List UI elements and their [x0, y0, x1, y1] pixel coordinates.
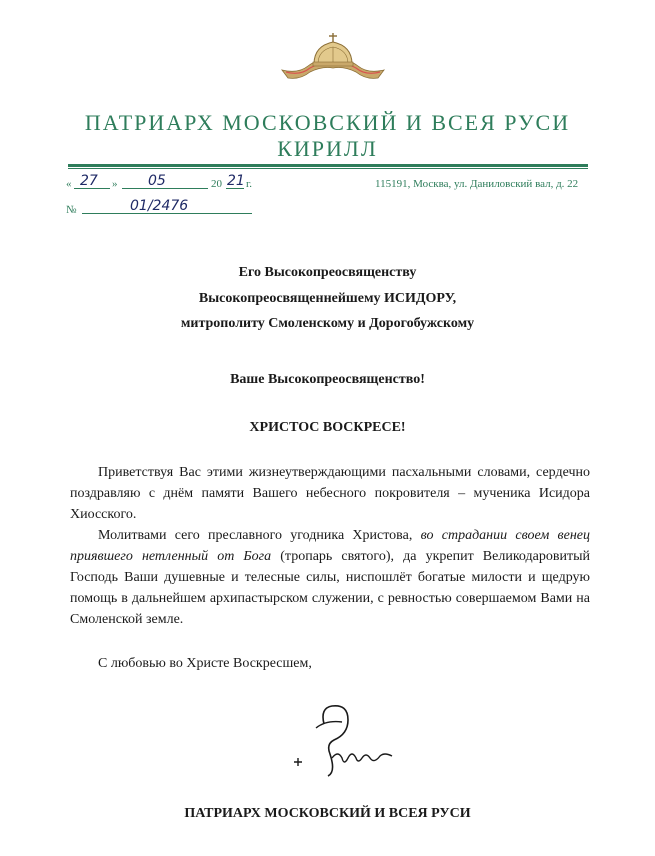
- outgoing-number: 01/2476: [130, 198, 189, 214]
- date-month: 05: [148, 173, 166, 189]
- date-year-prefix: 20: [211, 178, 222, 190]
- date-open-quote: «: [66, 178, 72, 190]
- letter-body: [70, 462, 590, 630]
- body-paragraph-2-start: Молитвами сего преславного угодника Христова,: [98, 528, 421, 543]
- letterhead-name: КИРИЛЛ: [277, 136, 378, 161]
- body-paragraph-1: Приветствуя Вас этими жизнеутверждающими пасхальными словами, сердечно поздравляю с днём памяти Вашего небесного покровителя – мученика Исидора Хиосского.: [70, 465, 590, 522]
- signatory-title: ПАТРИАРХ МОСКОВСКИЙ И ВСЕЯ РУСИ: [184, 806, 471, 821]
- troparion-quote: во страдании своем венец приявшего нетленный от Бога: [70, 528, 590, 564]
- body-paragraph-2: [70, 525, 590, 630]
- date-day: 27: [80, 173, 98, 189]
- addressee-line-2: Высокопреосвященнейшему ИСИДОРУ,: [198, 291, 457, 306]
- outgoing-number-line: [82, 197, 252, 214]
- salutation: Ваше Высокопреосвященство!: [230, 372, 425, 387]
- date-close-quote: »: [112, 178, 118, 190]
- date-day-line: [74, 172, 110, 189]
- date-year-line: [226, 172, 244, 189]
- number-sign: №: [66, 204, 77, 216]
- date-year-unit: г.: [246, 178, 253, 190]
- office-address: 115191, Москва, ул. Даниловский вал, д. 22: [375, 178, 579, 190]
- handwritten-signature: [286, 700, 396, 780]
- header-divider: [68, 164, 588, 167]
- date-month-line: [122, 172, 208, 189]
- addressee-line-1: Его Высокопреосвященству: [238, 265, 417, 280]
- closing-phrase: С любовью во Христе Воскресшем,: [98, 656, 312, 671]
- paschal-greeting: ХРИСТОС ВОСКРЕСЕ!: [249, 420, 406, 435]
- date-year: 21: [227, 173, 245, 189]
- addressee-line-3: митрополиту Смоленскому и Дорогобужскому: [180, 316, 475, 331]
- header-divider-thin: [68, 168, 588, 169]
- letterhead-title: ПАТРИАРХ МОСКОВСКИЙ И ВСЕЯ РУСИ: [84, 110, 571, 135]
- body-paragraph-2-end: (тропарь святого), да укрепит Великодаровитый Господь Ваши душевные и телесные силы, ниспошлёт богатые милости и щедрую помощь в дальнейшем архипастырском служении, с ревностью совершаемом Вами на Смоленской земле.: [70, 549, 590, 627]
- patriarch-crest-icon: [278, 30, 388, 82]
